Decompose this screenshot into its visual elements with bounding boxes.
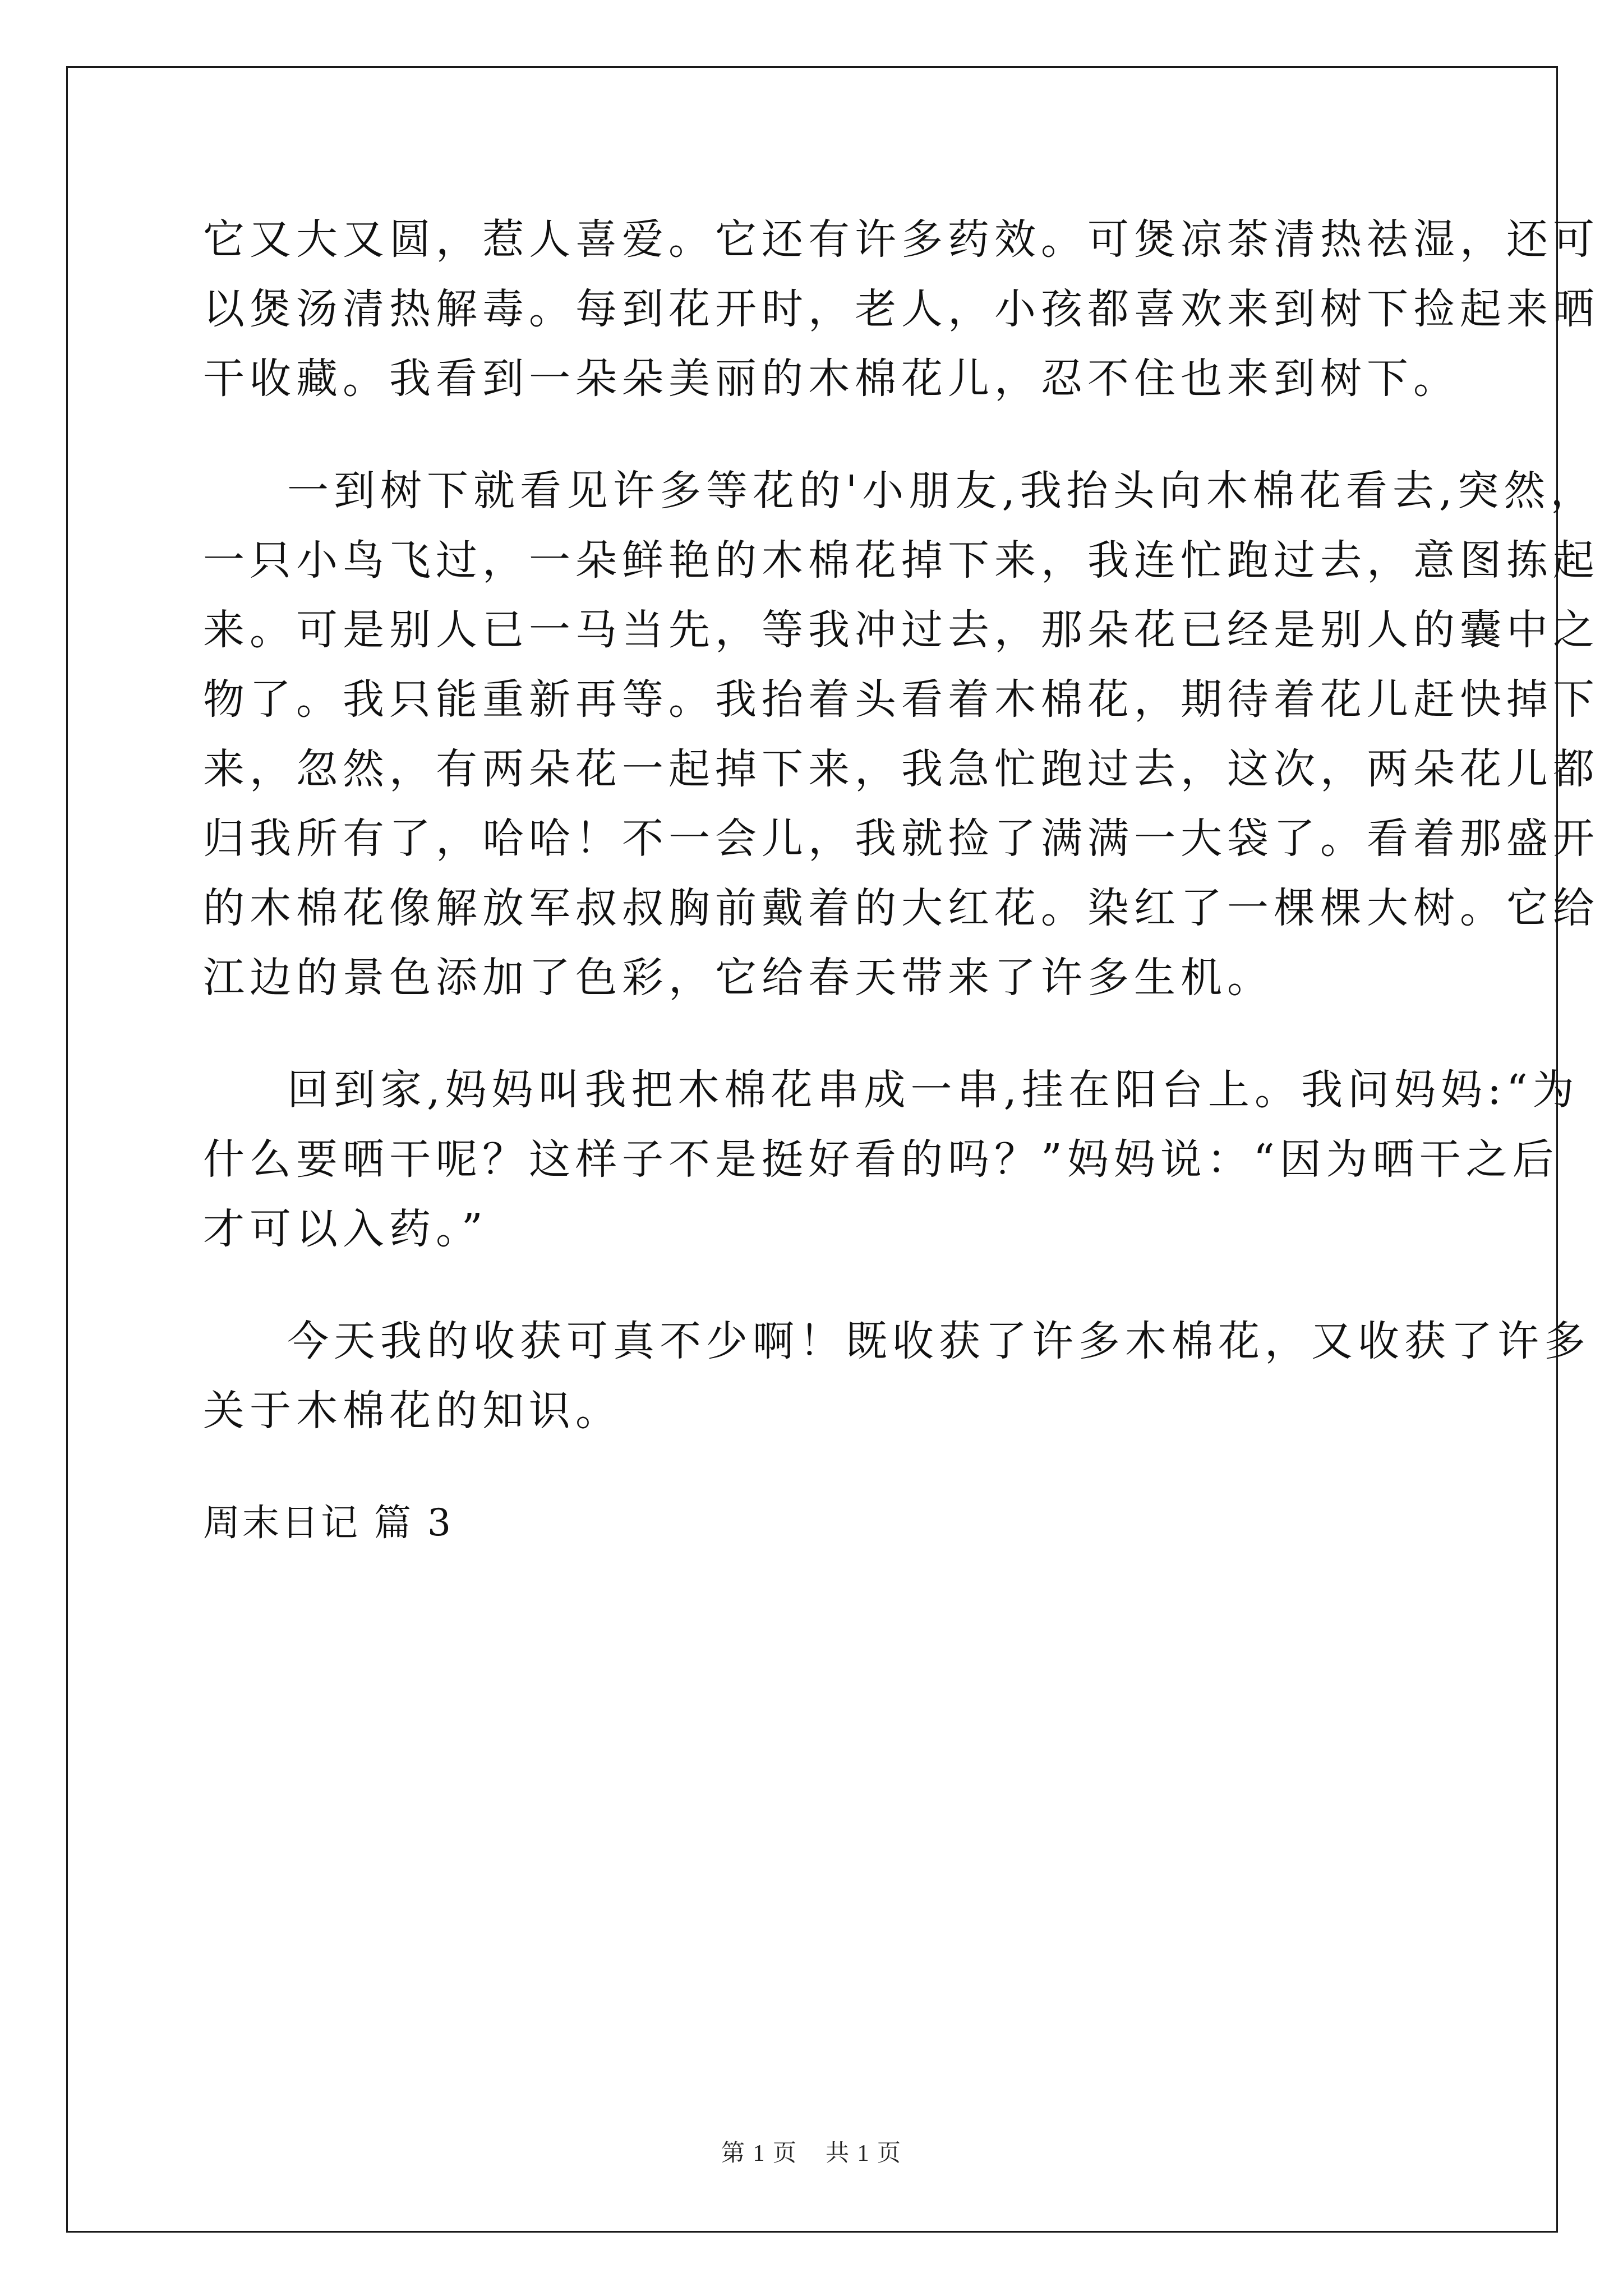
page-footer (0, 2134, 1623, 2168)
paragraph-2 (203, 456, 1599, 1013)
paragraph-4 (203, 1306, 1590, 1446)
paragraph-3 (203, 1055, 1579, 1264)
page-number: 第 1 页 (721, 2141, 797, 2166)
paragraph-1 (203, 205, 1599, 413)
text-line: 一只小鸟飞过，一朵鲜艳的木棉花掉下来，我连忙跑过去，意图拣起 (203, 536, 1599, 585)
text-line: 来，忽然，有两朵花一起掉下来，我急忙跑过去，这次，两朵花儿都 (203, 745, 1599, 793)
paragraph-spacer (203, 1446, 1431, 1488)
paragraph-spacer (203, 1264, 1431, 1306)
text-line: 什么要晒干呢？这样子不是挺好看的吗？”妈妈说：“因为晒干之后 (203, 1135, 1559, 1184)
page-total: 共 1 页 (826, 2141, 902, 2166)
text-line: 物了。我只能重新再等。我抬着头看着木棉花，期待着花儿赶快掉下 (203, 675, 1599, 724)
document-body (203, 205, 1599, 1558)
section-heading: 周末日记 篇 3 (203, 1501, 453, 1544)
text-line: 的木棉花像解放军叔叔胸前戴着的大红花。染红了一棵棵大树。它给 (203, 884, 1599, 932)
text-line: 关于木棉花的知识。 (203, 1387, 622, 1435)
text-line: 今天我的收获可真不少啊！既收获了许多木棉花，又收获了许多 (287, 1317, 1590, 1365)
text-line: 干收藏。我看到一朵朵美丽的木棉花儿，忍不住也来到树下。 (203, 355, 1460, 403)
paragraph-spacer (203, 413, 1431, 456)
text-line: 它又大又圆，惹人喜爱。它还有许多药效。可煲凉茶清热祛湿，还可 (203, 215, 1599, 264)
text-line: 一到树下就看见许多等花的'小朋友,我抬头向木棉花看去,突然， (287, 467, 1597, 515)
text-line: 回到家,妈妈叫我把木棉花串成一串,挂在阳台上。我问妈妈:“为 (287, 1066, 1579, 1114)
text-line: 以煲汤清热解毒。每到花开时，老人，小孩都喜欢来到树下捡起来晒 (203, 285, 1599, 333)
text-line: 才可以入药。” (203, 1205, 488, 1253)
text-line: 归我所有了，哈哈！不一会儿，我就捡了满满一大袋了。看着那盛开 (203, 815, 1599, 863)
text-line: 来。可是别人已一马当先，等我冲过去，那朵花已经是别人的囊中之 (203, 606, 1599, 654)
text-line: 江边的景色添加了色彩，它给春天带来了许多生机。 (203, 954, 1274, 1002)
paragraph-spacer (203, 1013, 1431, 1055)
